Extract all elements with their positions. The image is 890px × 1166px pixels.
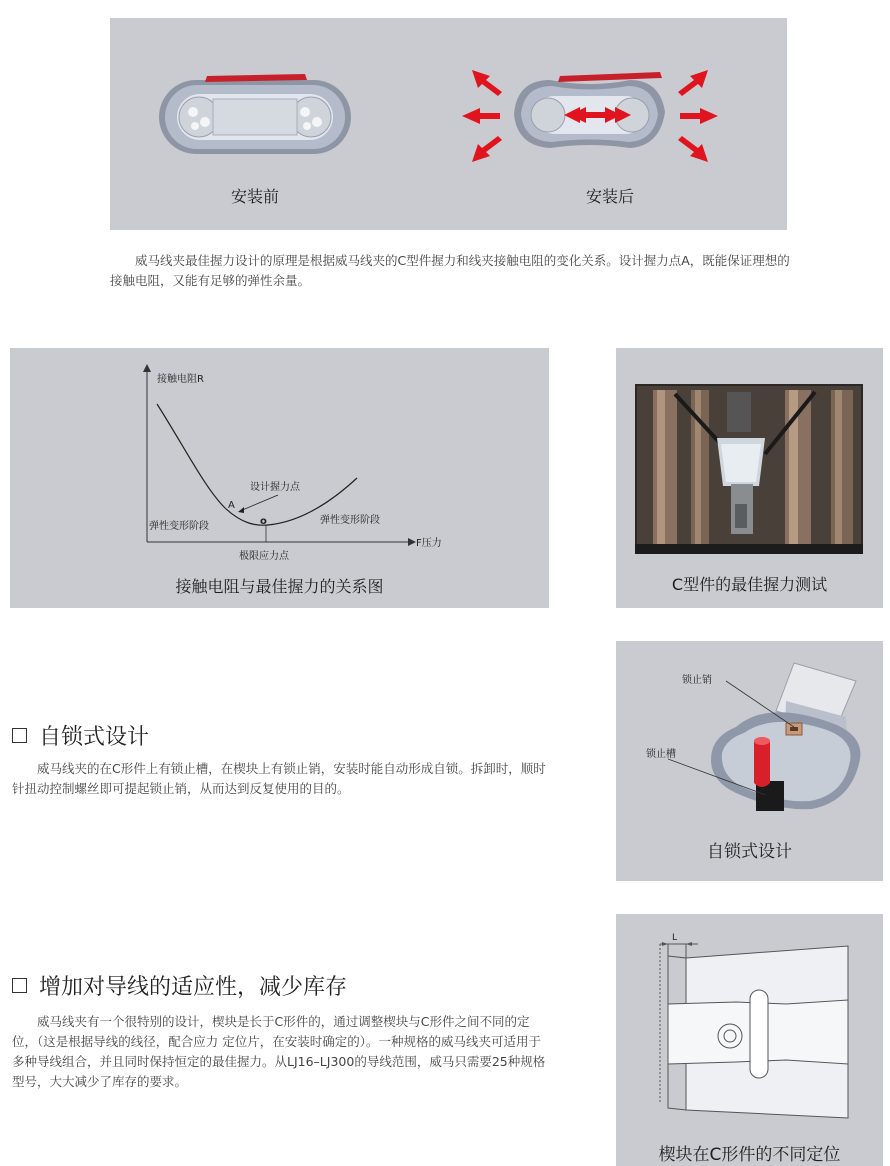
- self-lock-heading: [12, 720, 149, 751]
- resistance-force-graph: [10, 348, 549, 568]
- wedge-position-panel: [616, 914, 883, 1166]
- self-lock-paragraph: 威马线夹的在C形件上有锁止槽，在楔块上有锁止销，安装时能自动形成自锁。拆卸时，顺时针扭动控制螺丝即可提起锁止销，从而达到反复使用的目的。: [12, 761, 546, 796]
- wedge-position-caption: 楔块在C形件的不同定位: [658, 1145, 841, 1165]
- self-lock-caption: 自锁式设计: [707, 842, 792, 862]
- clamp-after-illustration: [460, 62, 720, 172]
- wedge-position-diagram: [616, 914, 883, 1129]
- graph-caption: 接触电阻与最佳握力的关系图: [175, 577, 384, 596]
- graph-panel: [10, 348, 549, 608]
- test-photo-caption: C型件的最佳握力测试: [671, 575, 828, 594]
- limit-point-label: 极限应力点: [239, 551, 289, 562]
- heading-square-icon: [12, 728, 27, 743]
- adapt-paragraph: 威马线夹有一个很特别的设计，楔块是长于C形件的，通过调整楔块与C形件之间不同的定位，（这是根据导线的线径，配合应力 定位片，在安装时确定的）。一种规格的威马线夹可适用于多种导线组合，并且同时保持恒定的最佳握力。从LJ16–LJ300的导线范围，威马只需要25种规格型号，大大减少了库存的要求。: [12, 1014, 546, 1089]
- grip-test-photo: [635, 384, 863, 554]
- point-a-label: A: [228, 500, 235, 511]
- y-axis-label: 接触电阻R: [157, 374, 204, 385]
- left-zone-label: 弹性变形阶段: [149, 521, 209, 532]
- point-o-label: o: [260, 516, 267, 527]
- adapt-heading: [12, 970, 347, 1001]
- lock-pin-label: 锁止销: [682, 675, 712, 686]
- heading-square-icon: [12, 978, 27, 993]
- adapt-heading-text: 增加对导线的适应性，减少库存: [39, 975, 348, 1000]
- right-zone-label: 弹性变形阶段: [320, 515, 380, 526]
- before-label: 安装前: [230, 187, 279, 206]
- self-lock-heading-text: 自锁式设计: [39, 725, 150, 750]
- test-photo-panel: [616, 348, 883, 608]
- after-label: 安装后: [585, 187, 634, 206]
- clamp-before-illustration: [155, 66, 355, 166]
- self-lock-panel: [616, 641, 883, 881]
- x-axis-label: F压力: [416, 538, 442, 549]
- lock-slot-label: 锁止槽: [646, 749, 676, 760]
- design-point-label: 设计握力点: [250, 482, 300, 493]
- self-lock-illustration: [616, 641, 883, 841]
- intro-paragraph: 威马线夹最佳握力设计的原理是根据威马线夹的C型件握力和线夹接触电阻的变化关系。设计握力点A，既能保证理想的接触电阻，又能有足够的弹性余量。: [110, 253, 790, 288]
- dimension-l-label: L: [672, 933, 678, 943]
- install-comparison-panel: [110, 18, 787, 230]
